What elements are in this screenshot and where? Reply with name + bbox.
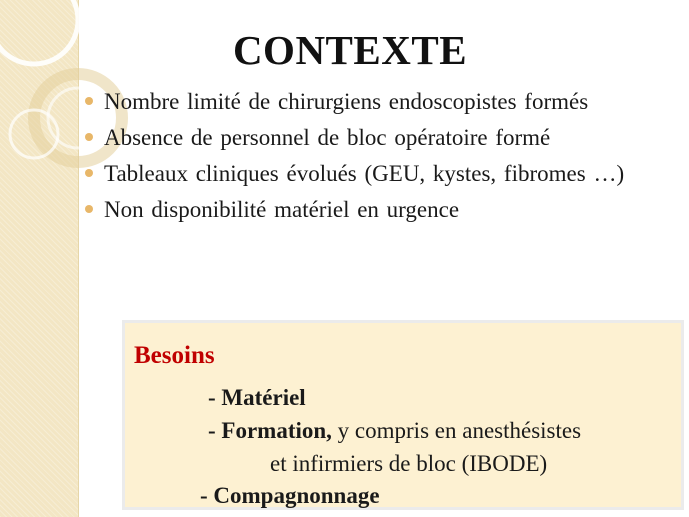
bullet-text: Tableaux cliniques évolués (GEU, kystes, fibromes …) (104, 161, 625, 186)
bullet-text: Absence de personnel de bloc opératoire formé (104, 125, 551, 150)
needs-formation-label: - Formation, (208, 418, 332, 443)
bullet-dot-icon (85, 97, 93, 105)
decor-ring-large (0, 0, 78, 64)
bullet-dot-icon (85, 169, 93, 177)
bullet-dot-icon (85, 133, 93, 141)
bullet-item (84, 158, 674, 190)
needs-item-formation (208, 418, 581, 444)
needs-item-compagnonnage: - Compagnonnage (200, 483, 380, 508)
slide-title: CONTEXTE (232, 27, 468, 73)
bullet-item (84, 122, 674, 154)
bullet-item (84, 86, 674, 118)
needs-formation-detail-continued: et infirmiers de bloc (IBODE) (270, 451, 548, 476)
context-bullet-list (84, 86, 674, 230)
bullet-text: Non disponibilité matériel en urgence (104, 197, 460, 222)
needs-title: Besoins (134, 342, 215, 369)
needs-box (122, 320, 684, 510)
bullet-item (84, 194, 674, 226)
bullet-text: Nombre limité de chirurgiens endoscopistes formés (104, 89, 589, 114)
needs-item-materiel: - Matériel (208, 385, 306, 410)
needs-formation-detail: y compris en anesthésistes (331, 418, 582, 443)
bullet-dot-icon (85, 205, 93, 213)
